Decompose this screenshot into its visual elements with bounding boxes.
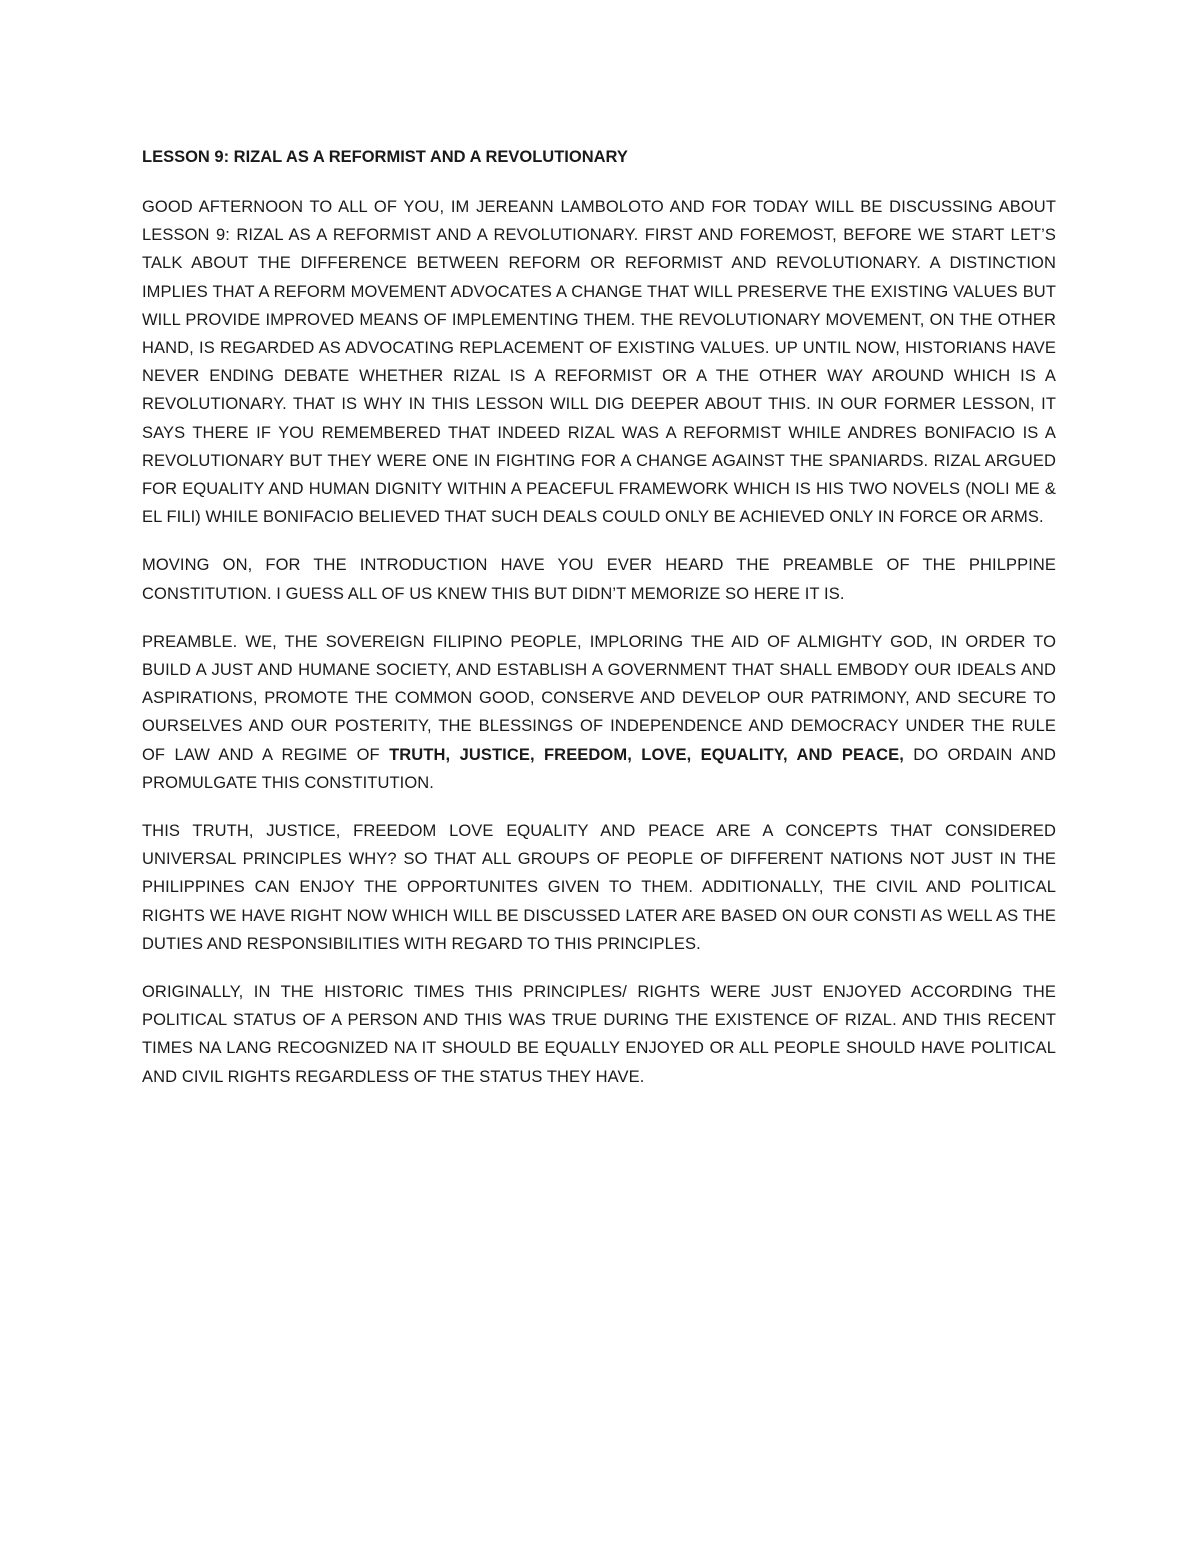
preamble-bold-values: TRUTH, JUSTICE, FREEDOM, LOVE, EQUALITY, AND PEACE, bbox=[389, 745, 904, 764]
paragraph-introduction: GOOD AFTERNOON TO ALL OF YOU, IM JEREANN LAMBOLOTO AND FOR TODAY WILL BE DISCUSSING ABOUT LESSON 9: RIZAL AS A REFORMIST AND A REVOLUTIONARY. FIRST AND FOREMOST, BEFORE WE START LET’S TALK ABOUT THE DIFFERENCE BETWEEN REFORM OR REFORMIST AND REVOLUTIONARY. A DISTINCTION IMPLIES THAT A REFORM MOVEMENT ADVOCATES A CHANGE THAT WILL PRESERVE THE EXISTING VALUES BUT WILL PROVIDE IMPROVED MEANS OF IMPLEMENTING THEM. THE REVOLUTIONARY MOVEMENT, ON THE OTHER HAND, IS REGARDED AS ADVOCATING REPLACEMENT OF EXISTING VALUES. UP UNTIL NOW, HISTORIANS HAVE NEVER ENDING DEBATE WHETHER RIZAL IS A REFORMIST OR A THE OTHER WAY AROUND WHICH IS A REVOLUTIONARY. THAT IS WHY IN THIS LESSON WILL DIG DEEPER ABOUT THIS. IN OUR FORMER LESSON, IT SAYS THERE IF YOU REMEMBERED THAT INDEED RIZAL WAS A REFORMIST WHILE ANDRES BONIFACIO IS A REVOLUTIONARY BUT THEY WERE ONE IN FIGHTING FOR A CHANGE AGAINST THE SPANIARDS. RIZAL ARGUED FOR EQUALITY AND HUMAN DIGNITY WITHIN A PEACEFUL FRAMEWORK WHICH IS HIS TWO NOVELS (NOLI ME & EL FILI) WHILE BONIFACIO BELIEVED THAT SUCH DEALS COULD ONLY BE ACHIEVED ONLY IN FORCE OR ARMS. bbox=[142, 198, 1056, 527]
preamble-text: PREAMBLE. WE, THE SOVEREIGN FILIPINO PEOPLE, IMPLORING THE AID OF ALMIGHTY GOD, IN ORDER TO BUILD A JUST AND HUMANE SOCIETY, AND ESTABLISH A GOVERNMENT THAT SHALL EMBODY OUR IDEALS AND ASPIRATIONS, PROMOTE THE COMMON GOOD, CONSERVE AND DEVELOP OUR PATRIMONY, AND SECURE TO OURSELVES AND OUR POSTERITY, THE BLESSINGS OF INDEPENDENCE AND DEMOCRACY UNDER THE RULE OF LAW AND A REGIME OF bbox=[142, 632, 1056, 764]
preamble-closing-text: DO ORDAIN AND PROMULGATE THIS CONSTITUTION. bbox=[142, 745, 1056, 792]
document-title: LESSON 9: RIZAL AS A REFORMIST AND A REVOLUTIONARY bbox=[142, 148, 628, 166]
paragraph-originally: ORIGINALLY, IN THE HISTORIC TIMES THIS PRINCIPLES/ RIGHTS WERE JUST ENJOYED ACCORDING THE POLITICAL STATUS OF A PERSON AND THIS WAS TRUE DURING THE EXISTENCE OF RIZAL. AND THIS RECENT TIMES NA LANG RECOGNIZED NA IT SHOULD BE EQUALLY ENJOYED OR ALL PEOPLE SHOULD HAVE POLITICAL AND CIVIL RIGHTS REGARDLESS OF THE STATUS THEY HAVE. bbox=[142, 983, 1056, 1086]
paragraph-moving-on: MOVING ON, FOR THE INTRODUCTION HAVE YOU EVER HEARD THE PREAMBLE OF THE PHILPPINE CONSTITUTION. I GUESS ALL OF US KNEW THIS BUT DIDN’T MEMORIZE SO HERE IT IS. bbox=[142, 556, 1056, 603]
paragraph-universal-principles: THIS TRUTH, JUSTICE, FREEDOM LOVE EQUALITY AND PEACE ARE A CONCEPTS THAT CONSIDERED UNIVERSAL PRINCIPLES WHY? SO THAT ALL GROUPS OF PEOPLE OF DIFFERENT NATIONS NOT JUST IN THE PHILIPPINES CAN ENJOY THE OPPORTUNITES GIVEN TO THEM. ADDITIONALLY, THE CIVIL AND POLITICAL RIGHTS WE HAVE RIGHT NOW WHICH WILL BE DISCUSSED LATER ARE BASED ON OUR CONSTI AS WELL AS THE DUTIES AND RESPONSIBILITIES WITH REGARD TO THIS PRINCIPLES. bbox=[142, 822, 1056, 953]
document-page bbox=[142, 143, 1056, 1111]
paragraph-preamble bbox=[142, 628, 1056, 797]
